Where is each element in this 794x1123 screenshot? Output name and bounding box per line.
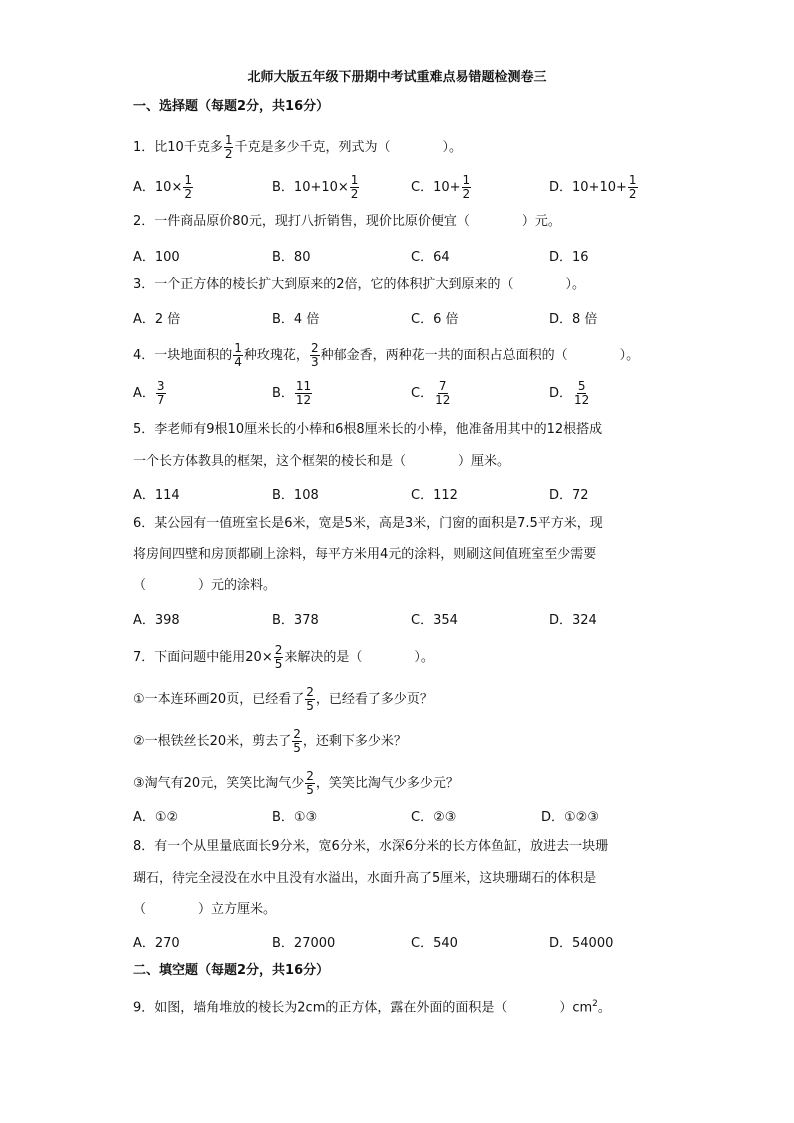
- option-b: B．80: [272, 250, 311, 265]
- option-c: C． $\frac{7}{12}$: [411, 379, 451, 407]
- question-7-statement-1: ①一本连环画20页，已经看了 $\frac{2}{5}$ ，已经看了多少页？: [133, 685, 433, 713]
- option-b: B．①③: [272, 810, 318, 825]
- question-2: 2．一件商品原价80元，现打八折销售，现价比原价便宜（ ）元。: [133, 214, 561, 229]
- question-6-line-3: （ ）元的涂料。: [133, 578, 277, 593]
- question-8-line-2: 瑚石，待完全浸没在水中且没有水溢出，水面升高了5厘米，这块珊瑚石的体积是: [133, 871, 597, 886]
- option-d: D． $\frac{5}{12}$: [549, 379, 590, 407]
- option-d: D．72: [549, 488, 589, 503]
- question-1-text-end: 千克是多少千克，列式为（ ）。: [234, 140, 462, 155]
- question-5-line-2: 一个长方体教具的框架，这个框架的棱长和是（ ）厘米。: [133, 454, 511, 469]
- option-b: B．27000: [272, 936, 336, 951]
- option-d: D．16: [549, 250, 589, 265]
- option-b: B．108: [272, 488, 319, 503]
- option-a: A．①②: [133, 810, 179, 825]
- option-a: A．2 倍: [133, 312, 181, 327]
- option-b: B．4 倍: [272, 312, 320, 327]
- question-8-line-3: （ ）立方厘米。: [133, 902, 277, 917]
- question-7-statement-2: ②一根铁丝长20米，剪去了 $\frac{2}{5}$ ，还剩下多少米？: [133, 727, 407, 755]
- question-9: 9．如图，墙角堆放的棱长为2cm的正方体，露在外面的面积是（ ）$cm^2$。: [133, 999, 611, 1016]
- option-c: C．540: [411, 936, 458, 951]
- option-d: D．54000: [549, 936, 614, 951]
- question-1-text: 1．比10千克多: [133, 140, 223, 155]
- question-3: 3．一个正方体的棱长扩大到原来的2倍，它的体积扩大到原来的（ ）。: [133, 277, 586, 292]
- option-a: A．114: [133, 488, 180, 503]
- question-7: 7．下面问题中能用20× $\frac{2}{5}$ 来解决的是（ ）。: [133, 643, 434, 671]
- option-b: B．378: [272, 613, 319, 628]
- option-c: C．②③: [411, 810, 457, 825]
- page-title: 北师大版五年级下册期中考试重难点易错题检测卷三: [247, 70, 547, 85]
- option-d: D．10+10+ $\frac{1}{2}$: [549, 173, 637, 201]
- option-d: D．8 倍: [549, 312, 598, 327]
- option-c: C．64: [411, 250, 450, 265]
- question-8-line-1: 8．有一个从里量底面长9分米，宽6分米，水深6分米的长方体鱼缸，放进去一块珊: [133, 839, 609, 854]
- option-a: A．100: [133, 250, 180, 265]
- section-heading-choice: 一、选择题（每题2分，共16分）: [133, 99, 330, 114]
- fraction: $\frac{1}{4}$: [234, 341, 242, 369]
- fraction: $\frac{2}{5}$: [274, 643, 283, 671]
- section-heading-fill: 二、填空题（每题2分，共16分）: [133, 963, 330, 978]
- question-6-line-2: 将房间四壁和房顶都刷上涂料，每平方米用4元的涂料，则刷这间值班室至少需要: [133, 547, 597, 562]
- question-7-statement-3: ③淘气有20元，笑笑比淘气少 $\frac{2}{5}$ ，笑笑比淘气少多少元？: [133, 769, 459, 797]
- option-c: C．354: [411, 613, 458, 628]
- fraction: $\frac{1}{2}$: [224, 133, 233, 161]
- question-5-line-1: 5．李老师有9根10厘米长的小棒和6根8厘米长的小棒，他准备用其中的12根搭成: [133, 422, 603, 437]
- option-b: B．10+10× $\frac{1}{2}$: [272, 173, 359, 201]
- question-6-line-1: 6．某公园有一值班室长是6米，宽是5米，高是3米，门窗的面积是7.5平方米，现: [133, 516, 603, 531]
- option-a: A．270: [133, 936, 180, 951]
- option-d: D．①②③: [541, 810, 599, 825]
- question-4: 4．一块地面积的 $\frac{1}{4}$ 种玫瑰花， $\frac{2}{3}$ 种郁金香，两种花一共的面积占总面积的（ ）。: [133, 341, 640, 369]
- question-1: [133, 134, 462, 161]
- option-b: B． $\frac{11}{12}$: [272, 379, 312, 407]
- fraction: $\frac{2}{3}$: [310, 341, 319, 369]
- option-a: A． $\frac{3}{7}$: [133, 379, 165, 407]
- option-c: C．10+ $\frac{1}{2}$: [411, 173, 471, 201]
- option-a: A．10× $\frac{1}{2}$: [133, 173, 192, 201]
- option-c: C．6 倍: [411, 312, 459, 327]
- option-d: D．324: [549, 613, 597, 628]
- option-a: A．398: [133, 613, 180, 628]
- option-c: C．112: [411, 488, 458, 503]
